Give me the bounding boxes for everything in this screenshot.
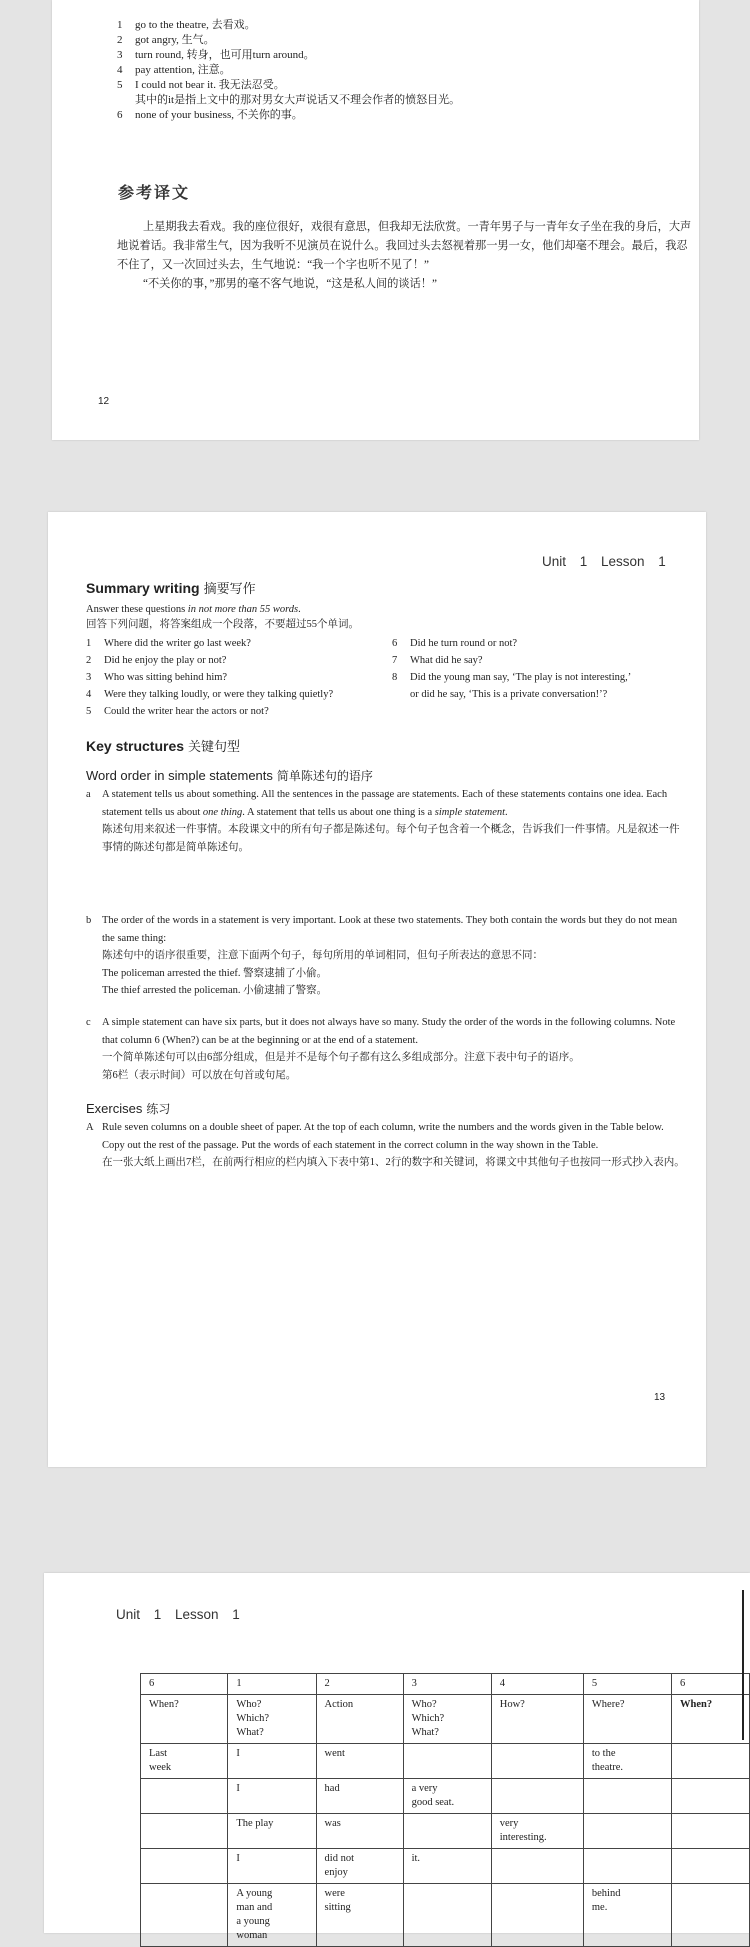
exercises-title-en: Exercises <box>86 1101 143 1116</box>
answer-item <box>117 108 677 123</box>
table-cell: had <box>316 1779 403 1814</box>
summary-instructions <box>86 602 686 632</box>
question-text: or did he say, ‘This is a private conversation!’? <box>410 689 608 700</box>
page-number: 12 <box>98 396 110 407</box>
paragraph-b-zh: 陈述句中的语序很重要，注意下面两个句子，每句所用的单词相同，但句子所表达的意思不同： <box>102 950 543 961</box>
page-edge-divider <box>742 1590 744 1740</box>
word-order-title <box>86 767 373 784</box>
paragraph-b-en: The order of the words in a statement is very important. Look at these two statements. They both contain the words but they do not mean the same thing: <box>102 915 678 944</box>
question-text: Did the young man say, ‘The play is not interesting,’ <box>410 672 632 683</box>
question-number: 2 <box>86 655 92 666</box>
exercise-a-en: Rule seven columns on a double sheet of paper. At the top of each column, write the numbers and the words given in the Table below. Copy out the rest of the passage. Put the words of each statement in the correct column in the way shown in the Table. <box>102 1122 664 1151</box>
question-text: Could the writer hear the actors or not? <box>104 706 269 717</box>
exercises-title-zh: 练习 <box>146 1102 171 1116</box>
key-title-zh: 关键句型 <box>188 739 241 754</box>
answer-text: none of your business, 不关你的事。 <box>135 109 303 121</box>
page-13 <box>48 512 706 1467</box>
answer-number: 5 <box>117 79 123 91</box>
summary-title-zh: 摘要写作 <box>203 581 256 596</box>
table-cell <box>403 1744 491 1779</box>
exercises-title <box>86 1100 170 1117</box>
question-item <box>86 652 386 669</box>
translation <box>117 218 697 294</box>
unit-header: Unit 1 Lesson 1 <box>542 554 666 569</box>
table-cell: Last week <box>141 1744 228 1779</box>
answer-text: pay attention, 注意。 <box>135 64 231 76</box>
question-item <box>86 669 386 686</box>
table-cell: I <box>228 1779 316 1814</box>
question-item <box>86 703 386 720</box>
paragraph-b <box>86 912 686 1000</box>
paragraph-tag: b <box>86 915 92 926</box>
answer-text: go to the theatre, 去看戏。 <box>135 19 256 31</box>
table-cell: Where? <box>583 1695 671 1744</box>
translation-para-2: “不关你的事，”那男的毫不客气地说，“这是私人间的谈话！” <box>143 278 437 290</box>
section-title: 参考译文 <box>118 185 191 202</box>
questions-left <box>86 635 386 720</box>
table-cell <box>583 1849 671 1884</box>
answer-number: 2 <box>117 34 123 46</box>
table-cell <box>672 1884 750 1947</box>
paragraph-c-zh1: 一个简单陈述句可以由6部分组成，但是并不是每个句子都有这么多组成部分。注意下表中句子的语序。 <box>102 1052 580 1063</box>
question-number <box>392 686 410 703</box>
word-order-title-en: Word order in simple statements <box>86 768 273 783</box>
key-title-en: Key structures <box>86 738 185 754</box>
table-cell <box>403 1884 491 1947</box>
question-item <box>392 652 692 669</box>
word-order-table <box>140 1673 750 1947</box>
table-cell: Who? Which? What? <box>228 1695 316 1744</box>
table-cell: When? <box>672 1695 750 1744</box>
table-number-row <box>141 1674 750 1695</box>
table-row <box>141 1814 750 1849</box>
answer-number: 4 <box>117 64 123 76</box>
table-cell <box>583 1779 671 1814</box>
italic-span: one thing <box>202 806 243 818</box>
table-cell <box>141 1779 228 1814</box>
table-cell <box>403 1814 491 1849</box>
question-item <box>392 635 692 652</box>
table-cell: went <box>316 1744 403 1779</box>
answer-item <box>117 48 677 63</box>
table-cell: did not enjoy <box>316 1849 403 1884</box>
answer-number: 1 <box>117 19 123 31</box>
table-cell: How? <box>491 1695 583 1744</box>
question-item <box>86 686 386 703</box>
table-cell: 2 <box>316 1674 403 1695</box>
table-cell: 6 <box>141 1674 228 1695</box>
table-cell <box>491 1849 583 1884</box>
exercise-a <box>86 1119 686 1172</box>
paragraph-tag: a <box>86 789 91 800</box>
summary-writing-title <box>86 578 256 597</box>
paragraph-tag: c <box>86 1017 91 1028</box>
table-cell <box>141 1814 228 1849</box>
question-number: 1 <box>86 638 92 649</box>
question-number: 6 <box>392 638 398 649</box>
table-cell: it. <box>403 1849 491 1884</box>
instruction-zh: 回答下列问题，将答案组成一个段落，不要超过55个单词。 <box>86 619 359 630</box>
table-cell <box>491 1744 583 1779</box>
table-cell <box>583 1814 671 1849</box>
table-cell: very interesting. <box>491 1814 583 1849</box>
answer-number: 3 <box>117 49 123 61</box>
exercise-a-zh: 在一张大纸上画出7栏，在前两行相应的栏内填入下表中第1、2行的数字和关键词，将课文中其他句子也按同一形式抄入表内。 <box>102 1157 685 1168</box>
question-item <box>392 669 692 686</box>
question-text: Who was sitting behind him? <box>104 672 228 683</box>
answer-list <box>117 18 677 123</box>
question-text: What did he say? <box>410 655 483 666</box>
text-span: . <box>505 806 508 818</box>
page-12 <box>52 0 699 440</box>
paragraph-a-en <box>102 786 686 821</box>
paragraph-c-en: A simple statement can have six parts, but it does not always have so many. Study the order of the words in the following columns. Note that column 6 (When?) can be at the beginning or at the end of a statement. <box>102 1017 676 1046</box>
table-cell: 4 <box>491 1674 583 1695</box>
page-14 <box>44 1573 750 1941</box>
text-span: A statement tells us about something. All the sentences in the passage are statements. Each of these statements contains one idea. Each statement tells us about <box>102 789 668 818</box>
paragraph-a <box>86 786 686 856</box>
table-cell: The play <box>228 1814 316 1849</box>
table-cell <box>491 1884 583 1947</box>
answer-text: turn round, 转身，也可用turn around。 <box>135 49 315 61</box>
question-number: 8 <box>392 672 398 683</box>
paragraph-c-zh2: 第6栏（表示时间）可以放在句首或句尾。 <box>102 1069 297 1081</box>
table-cell: Action <box>316 1695 403 1744</box>
table-cell: I <box>228 1744 316 1779</box>
table-cell: A young man and a young woman <box>228 1884 316 1947</box>
table-cell: 6 <box>672 1674 750 1695</box>
table-cell: 1 <box>228 1674 316 1695</box>
table-cell: a very good seat. <box>403 1779 491 1814</box>
table-cell: was <box>316 1814 403 1849</box>
instruction-prefix: Answer these questions <box>86 604 188 615</box>
table-cell <box>141 1884 228 1947</box>
question-text: Did he enjoy the play or not? <box>104 655 227 666</box>
table-cell: 3 <box>403 1674 491 1695</box>
question-text: Where did the writer go last week? <box>104 638 251 649</box>
instruction-italic: in not more than 55 words <box>187 604 299 615</box>
question-number: 3 <box>86 672 92 683</box>
question-item <box>86 635 386 652</box>
question-item <box>392 686 692 703</box>
instruction-en <box>86 602 686 617</box>
answer-text: got angry, 生气。 <box>135 34 215 46</box>
table-cell: behind me. <box>583 1884 671 1947</box>
italic-span: simple statement <box>434 806 506 818</box>
key-structures-title <box>86 736 240 755</box>
exercise-tag: A <box>86 1122 94 1133</box>
table-cell: to the theatre. <box>583 1744 671 1779</box>
unit-header: Unit 1 Lesson 1 <box>116 1607 240 1622</box>
table-cell: were sitting <box>316 1884 403 1947</box>
answer-item <box>117 33 677 48</box>
table-cell <box>672 1779 750 1814</box>
word-order-title-zh: 简单陈述句的语序 <box>276 769 373 783</box>
translation-para-1: 上星期我去看戏。我的座位很好，戏很有意思，但我却无法欣赏。一青年男子与一青年女子坐在我的身后，大声地说着话。我非常生气，因为我听不见演员在说什么。我回过头去怒视着那一男一女，他们却毫不理会。最后，我忍不住了，又一次回过头去，生气地说：“我一个字也听不见了！” <box>117 221 692 271</box>
questions-right <box>392 635 692 703</box>
table-cell <box>672 1849 750 1884</box>
answer-item <box>117 18 677 33</box>
question-text: Were they talking loudly, or were they talking quietly? <box>104 689 334 700</box>
table-cell: Who? Which? What? <box>403 1695 491 1744</box>
table-row <box>141 1849 750 1884</box>
table-cell: I <box>228 1849 316 1884</box>
answer-text: I could not bear it. 我无法忍受。 <box>135 79 285 91</box>
table-cell <box>141 1849 228 1884</box>
question-number: 5 <box>86 706 92 717</box>
summary-title-en: Summary writing <box>86 580 200 596</box>
table-cell <box>491 1779 583 1814</box>
answer-number <box>117 93 135 108</box>
answer-item <box>117 63 677 78</box>
table-row <box>141 1744 750 1779</box>
table-header-row <box>141 1695 750 1744</box>
paragraph-a-zh: 陈述句用来叙述一件事情。本段课文中的所有句子都是陈述句。每个句子包含着一个概念，告诉我们一件事情。凡是叙述一件事情的陈述句都是简单陈述句。 <box>102 824 680 853</box>
table-cell <box>672 1744 750 1779</box>
answer-item <box>117 78 677 93</box>
page-number: 13 <box>654 1392 666 1403</box>
example-2: The thief arrested the policeman. 小偷逮捕了警察。 <box>102 985 328 996</box>
answer-text: 其中的it是指上文中的那对男女大声说话又不理会作者的愤怒目光。 <box>135 94 461 106</box>
question-text: Did he turn round or not? <box>410 638 518 649</box>
table-cell <box>672 1814 750 1849</box>
question-number: 7 <box>392 655 398 666</box>
question-number: 4 <box>86 689 92 700</box>
paragraph-c <box>86 1014 686 1084</box>
answer-item <box>117 93 677 108</box>
table-cell: 5 <box>583 1674 671 1695</box>
example-1: The policeman arrested the thief. 警察逮捕了小偷。 <box>102 967 328 979</box>
table-row <box>141 1884 750 1947</box>
text-span: . A statement that tells us about one thing is a <box>242 806 435 818</box>
answer-number: 6 <box>117 109 123 121</box>
table-row <box>141 1779 750 1814</box>
instruction-suffix: . <box>298 604 301 615</box>
table-cell: When? <box>141 1695 228 1744</box>
